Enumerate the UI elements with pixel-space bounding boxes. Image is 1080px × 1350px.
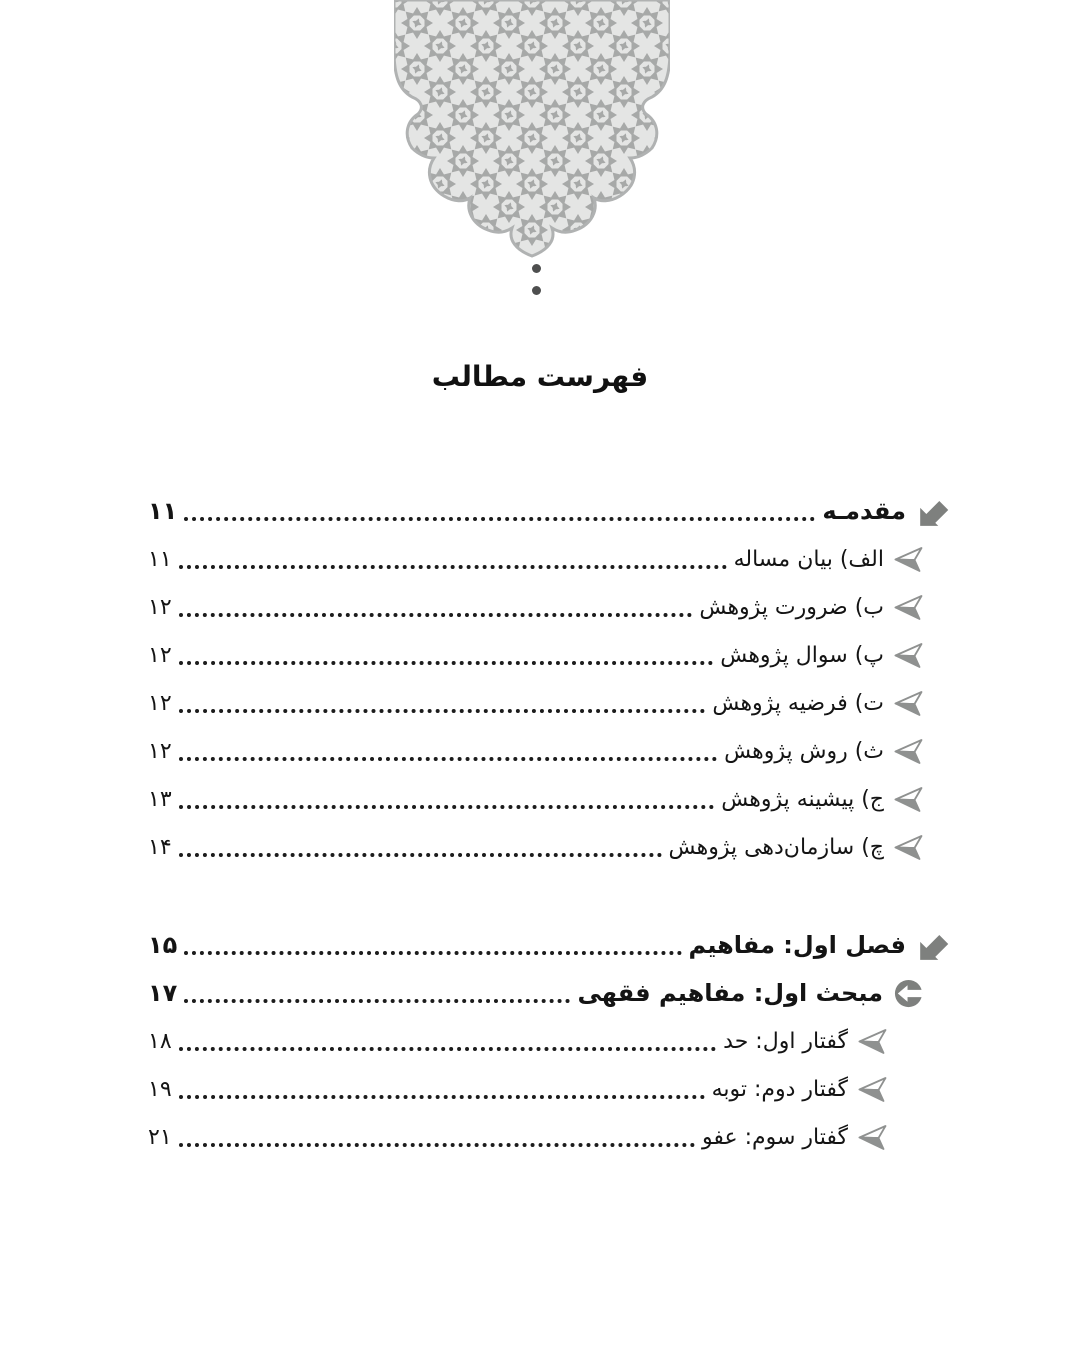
dotted-leader	[179, 661, 714, 665]
lambrequin-shape	[394, 0, 670, 256]
toc-entry-label: گفتار اول: حد	[723, 1028, 848, 1054]
toc-entry-label: ث) روش پژوهش	[724, 738, 884, 764]
toc-row[interactable]	[148, 775, 952, 823]
toc-row[interactable]	[148, 921, 952, 969]
toc-entry-label: ب) ضرورت پژوهش	[699, 594, 884, 620]
toc-page-number: ۱۵	[148, 931, 178, 959]
dotted-leader	[179, 805, 715, 809]
ornament-dot	[532, 286, 541, 295]
ornament-dots	[0, 264, 1076, 295]
dotted-leader	[184, 999, 570, 1003]
plane-left-icon	[894, 689, 924, 718]
toc-entry-label: پ) سوال پژوهش	[720, 642, 884, 668]
arrow-southwest-icon	[916, 928, 952, 962]
plane-left-icon	[894, 593, 924, 622]
dotted-leader	[179, 853, 662, 857]
ornament-dot	[532, 264, 541, 273]
dotted-leader	[179, 1143, 695, 1147]
toc-page-number: ۲۱	[148, 1124, 172, 1150]
toc-row[interactable]	[148, 487, 952, 535]
dotted-leader	[179, 565, 727, 569]
toc-page-number: ۱۲	[148, 594, 172, 620]
toc-row[interactable]	[148, 631, 952, 679]
toc-page-number: ۱۱	[148, 497, 178, 525]
toc-page-number: ۱۲	[148, 738, 172, 764]
toc-page-number: ۱۴	[148, 834, 172, 860]
toc-entry-label: چ) سازمان‌دهی پژوهش	[668, 834, 884, 860]
toc-page-number: ۱۸	[148, 1028, 172, 1054]
plane-left-icon	[894, 737, 924, 766]
dotted-leader	[179, 613, 693, 617]
toc-row[interactable]	[148, 727, 952, 775]
plane-left-icon	[858, 1027, 888, 1056]
circle-left-arrow-icon	[893, 978, 924, 1009]
toc-row[interactable]	[148, 1113, 952, 1161]
header-ornament	[394, 0, 670, 258]
toc-page-number: ۱۲	[148, 642, 172, 668]
plane-left-icon	[858, 1123, 888, 1152]
toc-row[interactable]	[148, 679, 952, 727]
dotted-leader	[179, 757, 717, 761]
toc-entry-label: الف) بیان مساله	[733, 546, 884, 572]
toc-entry-label: ت) فرضیه پژوهش	[712, 690, 884, 716]
toc-row[interactable]	[148, 969, 952, 1017]
toc-entry-label: مقدمـه	[822, 497, 906, 525]
toc-entry-label: مبحث اول: مفاهیم فقهی	[577, 979, 883, 1007]
page-title: فهرست مطالب	[431, 360, 649, 393]
toc-page-number: ۱۲	[148, 690, 172, 716]
toc-page-number: ۱۱	[148, 546, 172, 572]
toc-entry-label: گفتار سوم: عفو	[701, 1124, 848, 1150]
plane-left-icon	[894, 785, 924, 814]
toc-entry-label: ج) پیشینه پژوهش	[721, 786, 884, 812]
dotted-leader	[179, 1047, 717, 1051]
plane-left-icon	[858, 1075, 888, 1104]
dotted-leader	[184, 951, 681, 955]
toc-row[interactable]	[148, 583, 952, 631]
plane-left-icon	[894, 641, 924, 670]
dotted-leader	[179, 709, 706, 713]
toc-page-number: ۱۳	[148, 786, 172, 812]
toc-row[interactable]	[148, 535, 952, 583]
toc-page-number: ۱۹	[148, 1076, 172, 1102]
toc-row[interactable]	[148, 1065, 952, 1113]
plane-left-icon	[894, 833, 924, 862]
toc-list	[0, 487, 1080, 1161]
ornament-svg	[394, 0, 670, 258]
arrow-southwest-icon	[916, 494, 952, 528]
toc-entry-label: گفتار دوم: توبه	[711, 1076, 848, 1102]
plane-left-icon	[894, 545, 924, 574]
dotted-leader	[184, 517, 815, 521]
toc-entry-label: فصل اول: مفاهیم	[688, 931, 906, 959]
toc-page-number: ۱۷	[148, 979, 178, 1007]
toc-row[interactable]	[148, 1017, 952, 1065]
dotted-leader	[179, 1095, 705, 1099]
toc-row[interactable]	[148, 823, 952, 871]
